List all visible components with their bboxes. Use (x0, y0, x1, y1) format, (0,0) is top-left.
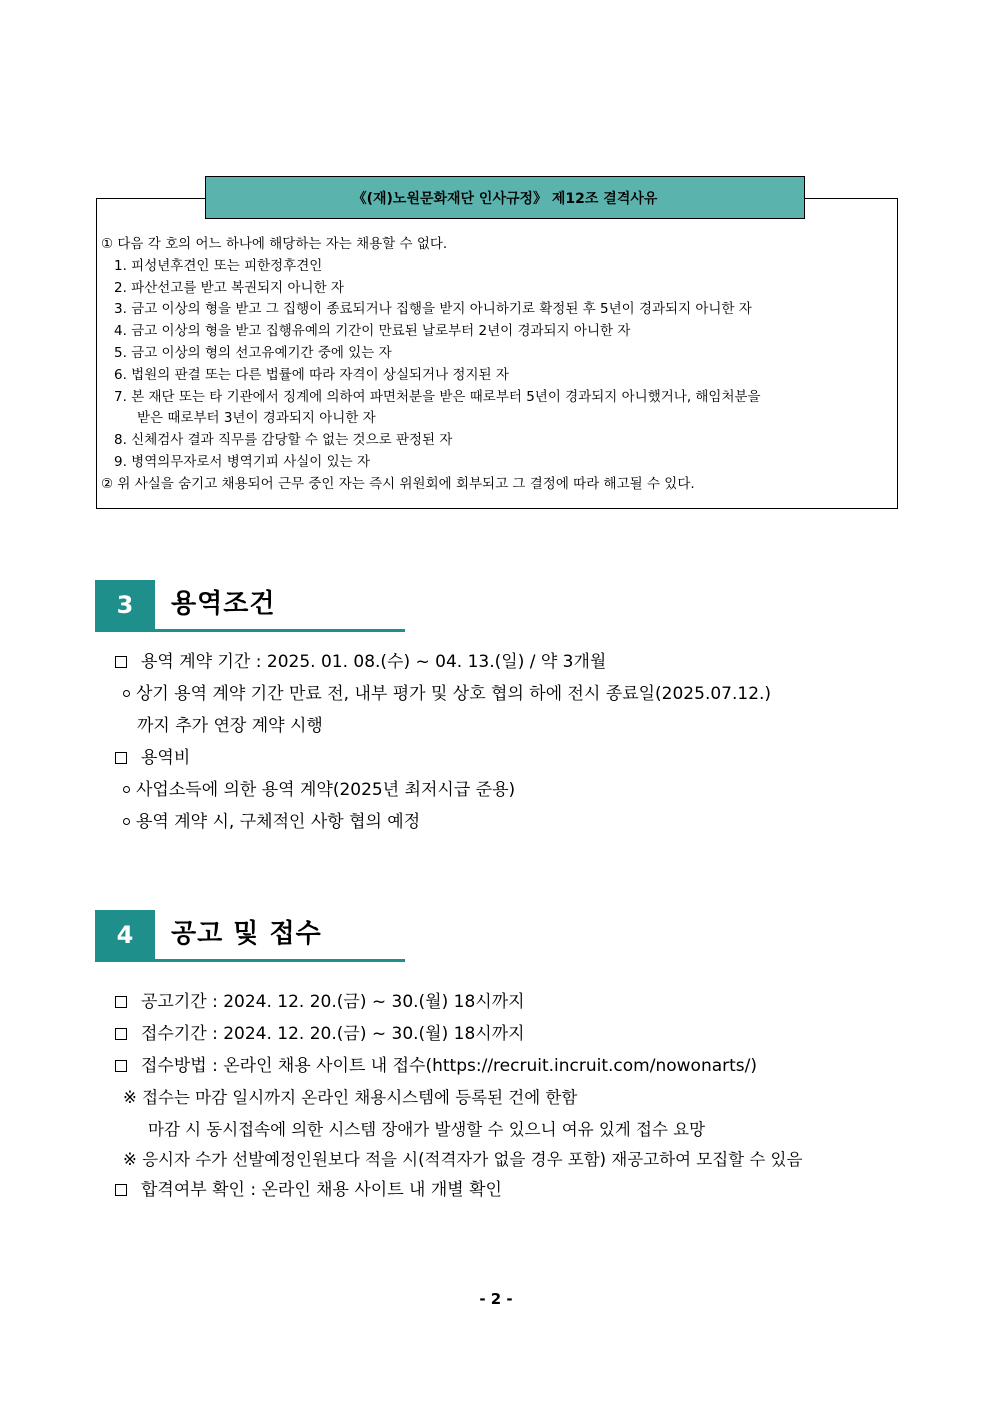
regulation-line: 6. 법원의 판결 또는 다른 법률에 따라 자격이 상실되거나 정지된 자 (114, 366, 509, 383)
square-bullet-icon (115, 752, 127, 764)
section-number: 4 (95, 910, 155, 959)
section-number: 3 (95, 580, 155, 629)
regulation-line: 5. 금고 이상의 형의 선고유예기간 중에 있는 자 (114, 344, 392, 361)
section-underline (95, 629, 405, 632)
list-item: 상기 용역 계약 기간 만료 전, 내부 평가 및 상호 협의 하에 전시 종료일(2025.07.12.) (115, 678, 915, 710)
list-item: 공고기간 : 2024. 12. 20.(금) ~ 30.(월) 18시까지 (115, 986, 915, 1018)
regulation-line: 9. 병역의무자로서 병역기피 사실이 있는 자 (114, 453, 371, 470)
note-line: ※ 접수는 마감 일시까지 온라인 채용시스템에 등록된 건에 한함 (123, 1088, 578, 1107)
section-underline (95, 959, 405, 962)
square-bullet-icon (115, 656, 127, 668)
circle-bullet-icon (123, 690, 130, 697)
square-bullet-icon (115, 996, 127, 1008)
regulation-box-title: 《(재)노원문화재단 인사규정》 제12조 결격사유 (205, 176, 805, 219)
regulation-line: 받은 때로부터 3년이 경과되지 아니한 자 (137, 410, 376, 427)
list-item: 까지 추가 연장 계약 시행 (137, 716, 323, 736)
square-bullet-icon (115, 1028, 127, 1040)
list-item: 접수기간 : 2024. 12. 20.(금) ~ 30.(월) 18시까지 (115, 1018, 915, 1050)
page-number: - 2 - (479, 1290, 513, 1308)
list-item: 사업소득에 의한 용역 계약(2025년 최저시급 준용) (115, 774, 915, 806)
regulation-line: ① 다음 각 호의 어느 하나에 해당하는 자는 채용할 수 없다. (101, 236, 448, 252)
note-line: 마감 시 동시접속에 의한 시스템 장애가 발생할 수 있으니 여유 있게 접수 요망 (148, 1120, 706, 1139)
regulation-box-body (101, 234, 891, 496)
square-bullet-icon (115, 1060, 127, 1072)
section-title: 용역조건 (171, 589, 276, 619)
regulation-line: 3. 금고 이상의 형을 받고 그 집행이 종료되거나 집행을 받지 아니하기로 확정된 후 5년이 경과되지 아니한 자 (114, 301, 752, 318)
section-3-header (95, 580, 405, 632)
note-line: ※ 응시자 수가 선발예정인원보다 적을 시(적격자가 없을 경우 포함) 재공고하여 모집할 수 있음 (123, 1150, 803, 1169)
regulation-line: 1. 피성년후견인 또는 피한정후견인 (114, 257, 323, 274)
regulation-line: 2. 파산선고를 받고 복권되지 아니한 자 (114, 279, 344, 296)
section-4-header (95, 910, 405, 962)
circle-bullet-icon (123, 818, 130, 825)
list-item: 용역 계약 시, 구체적인 사항 협의 예정 (115, 806, 915, 838)
circle-bullet-icon (123, 786, 130, 793)
list-item: 용역 계약 기간 : 2025. 01. 08.(수) ~ 04. 13.(일) / 약 3개월 (115, 646, 915, 678)
square-bullet-icon (115, 1184, 127, 1196)
regulation-line: 8. 신체검사 결과 직무를 감당할 수 없는 것으로 판정된 자 (114, 432, 453, 449)
section-title: 공고 및 접수 (171, 919, 322, 949)
regulation-line: ② 위 사실을 숨기고 채용되어 근무 중인 자는 즉시 위원회에 회부되고 그 결정에 따라 해고될 수 있다. (101, 475, 695, 492)
section-3-body (115, 646, 915, 838)
regulation-line: 4. 금고 이상의 형을 받고 집행유예의 기간이 만료된 날로부터 2년이 경과되지 아니한 자 (114, 323, 631, 340)
list-item: 용역비 (115, 742, 915, 774)
list-item: 접수방법 : 온라인 채용 사이트 내 접수(https://recruit.incruit.com/nowonarts/) (115, 1050, 915, 1082)
section-4-body (115, 986, 915, 1206)
regulation-line: 7. 본 재단 또는 타 기관에서 징계에 의하여 파면처분을 받은 때로부터 5년이 경과되지 아니했거나, 해임처분을 (114, 388, 761, 405)
list-item: 합격여부 확인 : 온라인 채용 사이트 내 개별 확인 (115, 1174, 915, 1206)
